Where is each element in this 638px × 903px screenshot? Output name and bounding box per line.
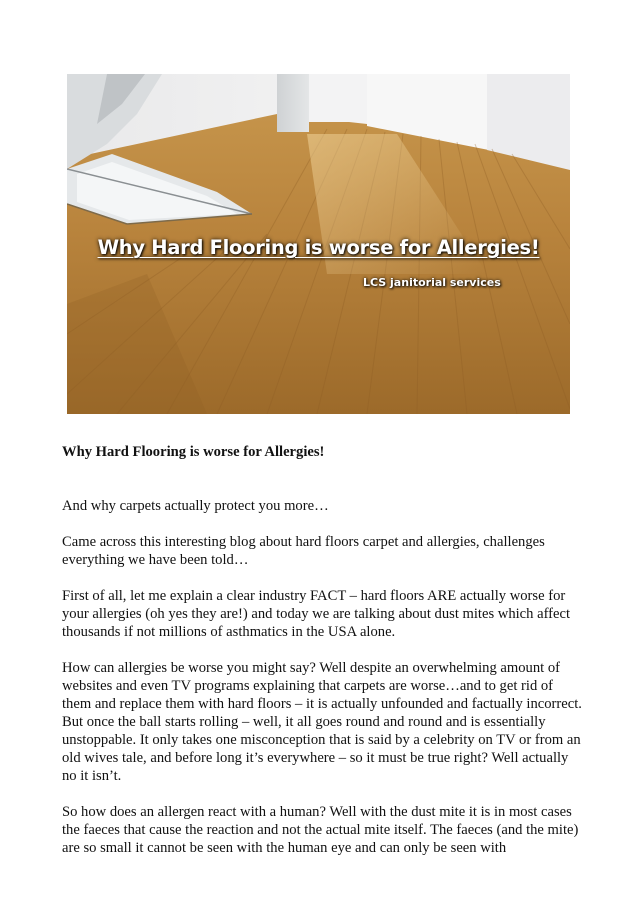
article-body bbox=[62, 443, 582, 875]
hero-subtitle: LCS janitorial services bbox=[363, 276, 501, 289]
paragraph: How can allergies be worse you might say? Well despite an overwhelming amount of websites and even TV programs explaining that carpets are worse…and to get rid of them and replace them with hard floors – it is actually unfounded and factually incorrect. But once the ball starts rolling – well, it all goes round and round and is essentially unstoppable. It only takes one misconception that is said by a celebrity on TV or from an old wives tale, and before long it’s everywhere – so it must be true right? Well actually no it isn’t. bbox=[62, 660, 582, 784]
paragraph: And why carpets actually protect you more… bbox=[62, 498, 329, 514]
article-title: Why Hard Flooring is worse for Allergies! bbox=[62, 444, 325, 460]
paragraph: First of all, let me explain a clear industry FACT – hard floors ARE actually worse for your allergies (oh yes they are!) and today we are talking about dust mites which affect thousands if not millions of asthmatics in the USA alone. bbox=[62, 588, 571, 640]
hero-image bbox=[67, 74, 570, 414]
paragraph: So how does an allergen react with a human? Well with the dust mite it is in most cases the faeces that cause the reaction and not the actual mite itself. The faeces (and the mite) are so small it cannot be seen with the human eye and can only be seen with bbox=[62, 804, 579, 856]
paragraph: Came across this interesting blog about hard floors carpet and allergies, challenges everything we have been told… bbox=[62, 534, 545, 568]
hero-title: Why Hard Flooring is worse for Allergies! bbox=[97, 236, 540, 259]
